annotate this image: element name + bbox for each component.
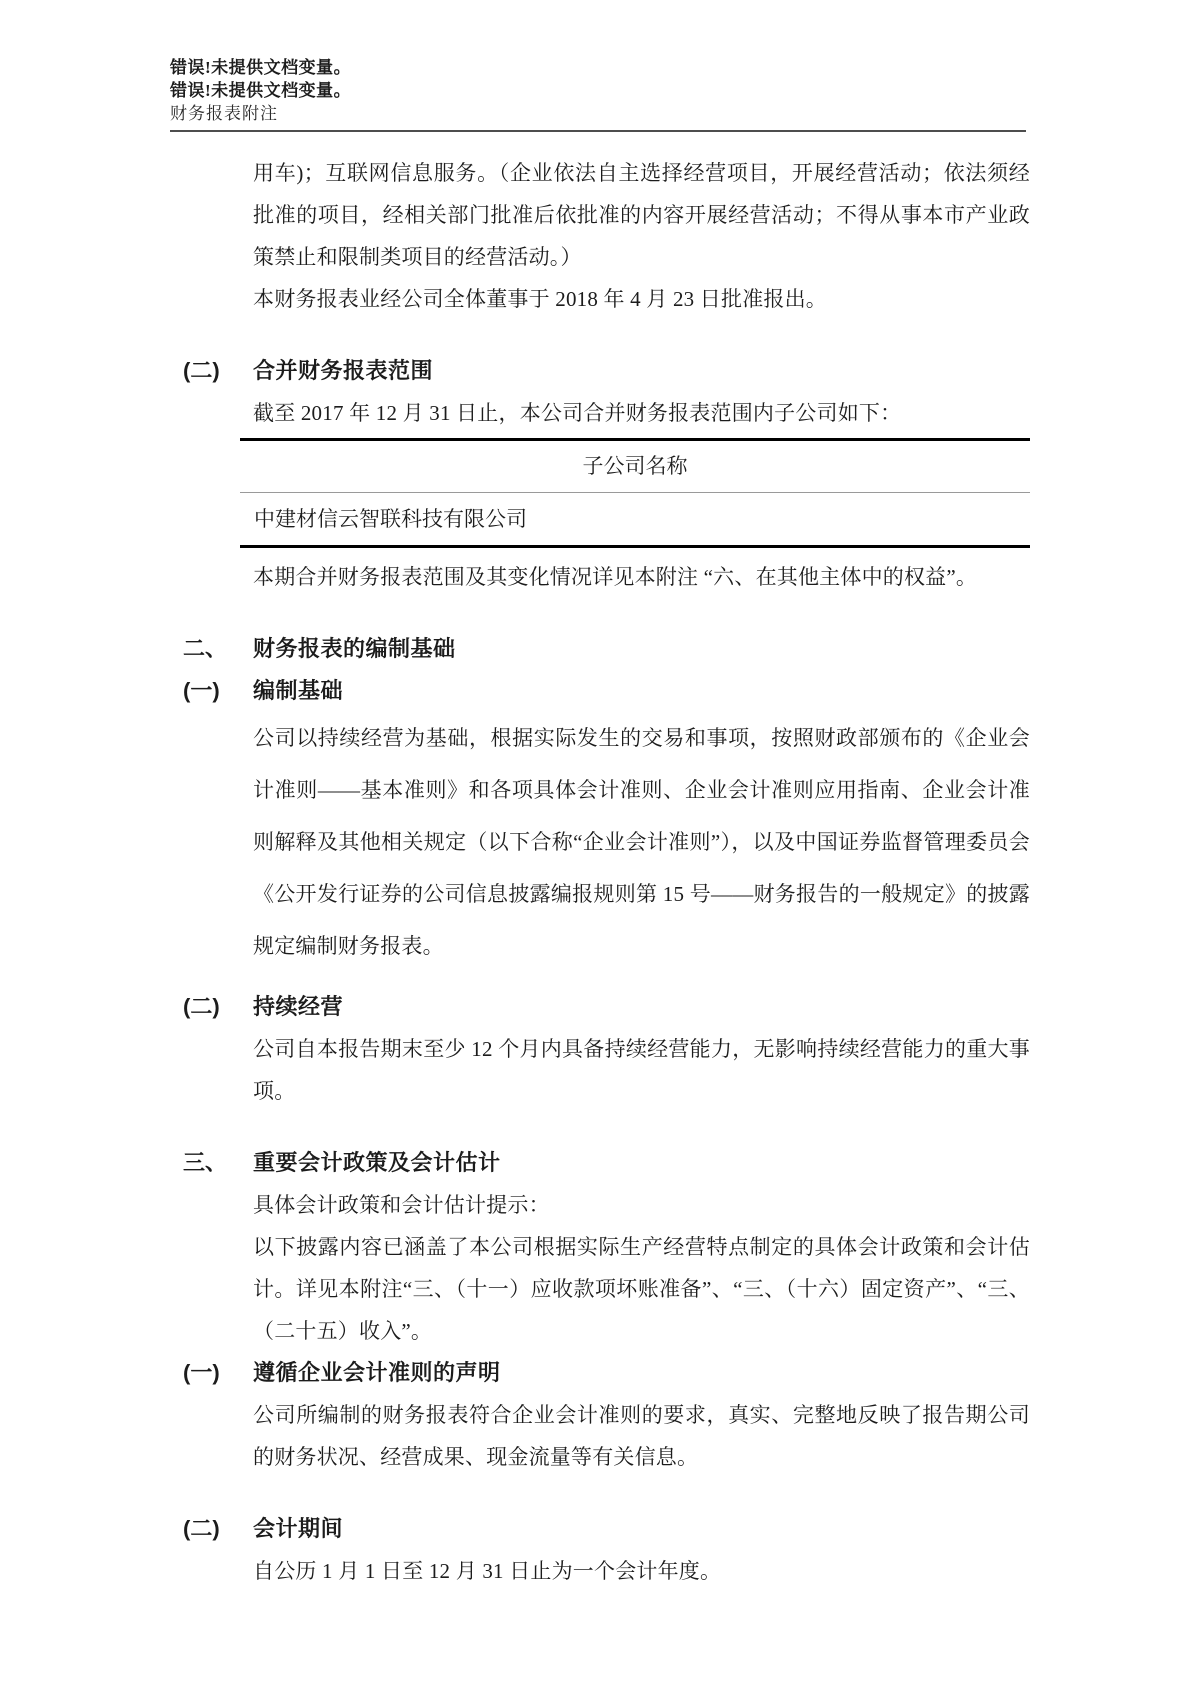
paragraph-compliance: 公司所编制的财务报表符合企业会计准则的要求，真实、完整地反映了报告期公司的财务状况、经营成果、现金流量等有关信息。	[253, 1403, 1030, 1469]
document-body	[183, 152, 1030, 1592]
heading-title: 编制基础	[253, 678, 344, 703]
header-error-line-1: 错误!未提供文档变量。	[170, 58, 352, 77]
paragraph-consolidation-intro: 截至 2017 年 12 月 31 日止，本公司合并财务报表范围内子公司如下：	[253, 401, 902, 425]
header-section-label: 财务报表附注	[170, 104, 278, 123]
heading-label: 三、	[183, 1150, 228, 1175]
heading-preparation-basis-section	[183, 628, 1030, 670]
heading-label: (二)	[183, 358, 220, 383]
paragraph-approval: 本财务报表业经公司全体董事于 2018 年 4 月 23 日批准报出。	[253, 287, 827, 311]
paragraph-consolidation-note: 本期合并财务报表范围及其变化情况详见本附注 “六、在其他主体中的权益”。	[253, 565, 978, 589]
header-error-line-2: 错误!未提供文档变量。	[170, 81, 352, 100]
heading-accounting-policies	[183, 1142, 1030, 1184]
paragraph-policy-note: 以下披露内容已涵盖了本公司根据实际生产经营特点制定的具体会计政策和会计估计。详见本附注“三、（十一）应收款项坏账准备”、“三、（十六）固定资产”、“三、（二十五）收入”。	[253, 1235, 1030, 1343]
paragraph-going-concern: 公司自本报告期末至少 12 个月内具备持续经营能力，无影响持续经营能力的重大事项。	[253, 1037, 1030, 1103]
heading-label: (二)	[183, 1516, 220, 1541]
table-row	[240, 493, 1030, 547]
paragraph-accounting-period: 自公历 1 月 1 日至 12 月 31 日止为一个会计年度。	[253, 1559, 722, 1583]
heading-title: 持续经营	[253, 994, 344, 1019]
page-header	[170, 56, 1026, 132]
table-header-row	[240, 440, 1030, 493]
heading-label: (一)	[183, 678, 220, 703]
heading-title: 遵循企业会计准则的声明	[253, 1360, 501, 1385]
heading-preparation-basis	[183, 670, 1030, 712]
heading-title: 重要会计政策及会计估计	[253, 1150, 501, 1175]
heading-consolidation-scope	[183, 350, 1030, 392]
table-header-subsidiary-name: 子公司名称	[240, 440, 1030, 493]
subsidiaries-table	[240, 438, 1030, 548]
heading-label: 二、	[183, 636, 228, 661]
paragraph-policy-hint: 具体会计政策和会计估计提示：	[253, 1193, 550, 1217]
heading-title: 财务报表的编制基础	[253, 636, 456, 661]
header-divider	[170, 130, 1026, 132]
heading-compliance	[183, 1352, 1030, 1394]
heading-title: 会计期间	[253, 1516, 344, 1541]
heading-going-concern	[183, 986, 1030, 1028]
heading-title: 合并财务报表范围	[253, 358, 434, 383]
paragraph-preparation-basis: 公司以持续经营为基础，根据实际发生的交易和事项，按照财政部颁布的《企业会计准则——基本准则》和各项具体会计准则、企业会计准则应用指南、企业会计准则解释及其他相关规定（以下合称“企业会计准则”），以及中国证券监督管理委员会《公开发行证券的公司信息披露编报规则第 15 号——财务报告的一般规定》的披露规定编制财务报表。	[253, 726, 1030, 958]
heading-label: (二)	[183, 994, 220, 1019]
heading-accounting-period	[183, 1508, 1030, 1550]
heading-label: (一)	[183, 1360, 220, 1385]
table-cell-subsidiary-name: 中建材信云智联科技有限公司	[254, 507, 527, 531]
paragraph-business-scope: 用车)；互联网信息服务。（企业依法自主选择经营项目，开展经营活动；依法须经批准的项目，经相关部门批准后依批准的内容开展经营活动；不得从事本市产业政策禁止和限制类项目的经营活动。）	[253, 161, 1030, 269]
